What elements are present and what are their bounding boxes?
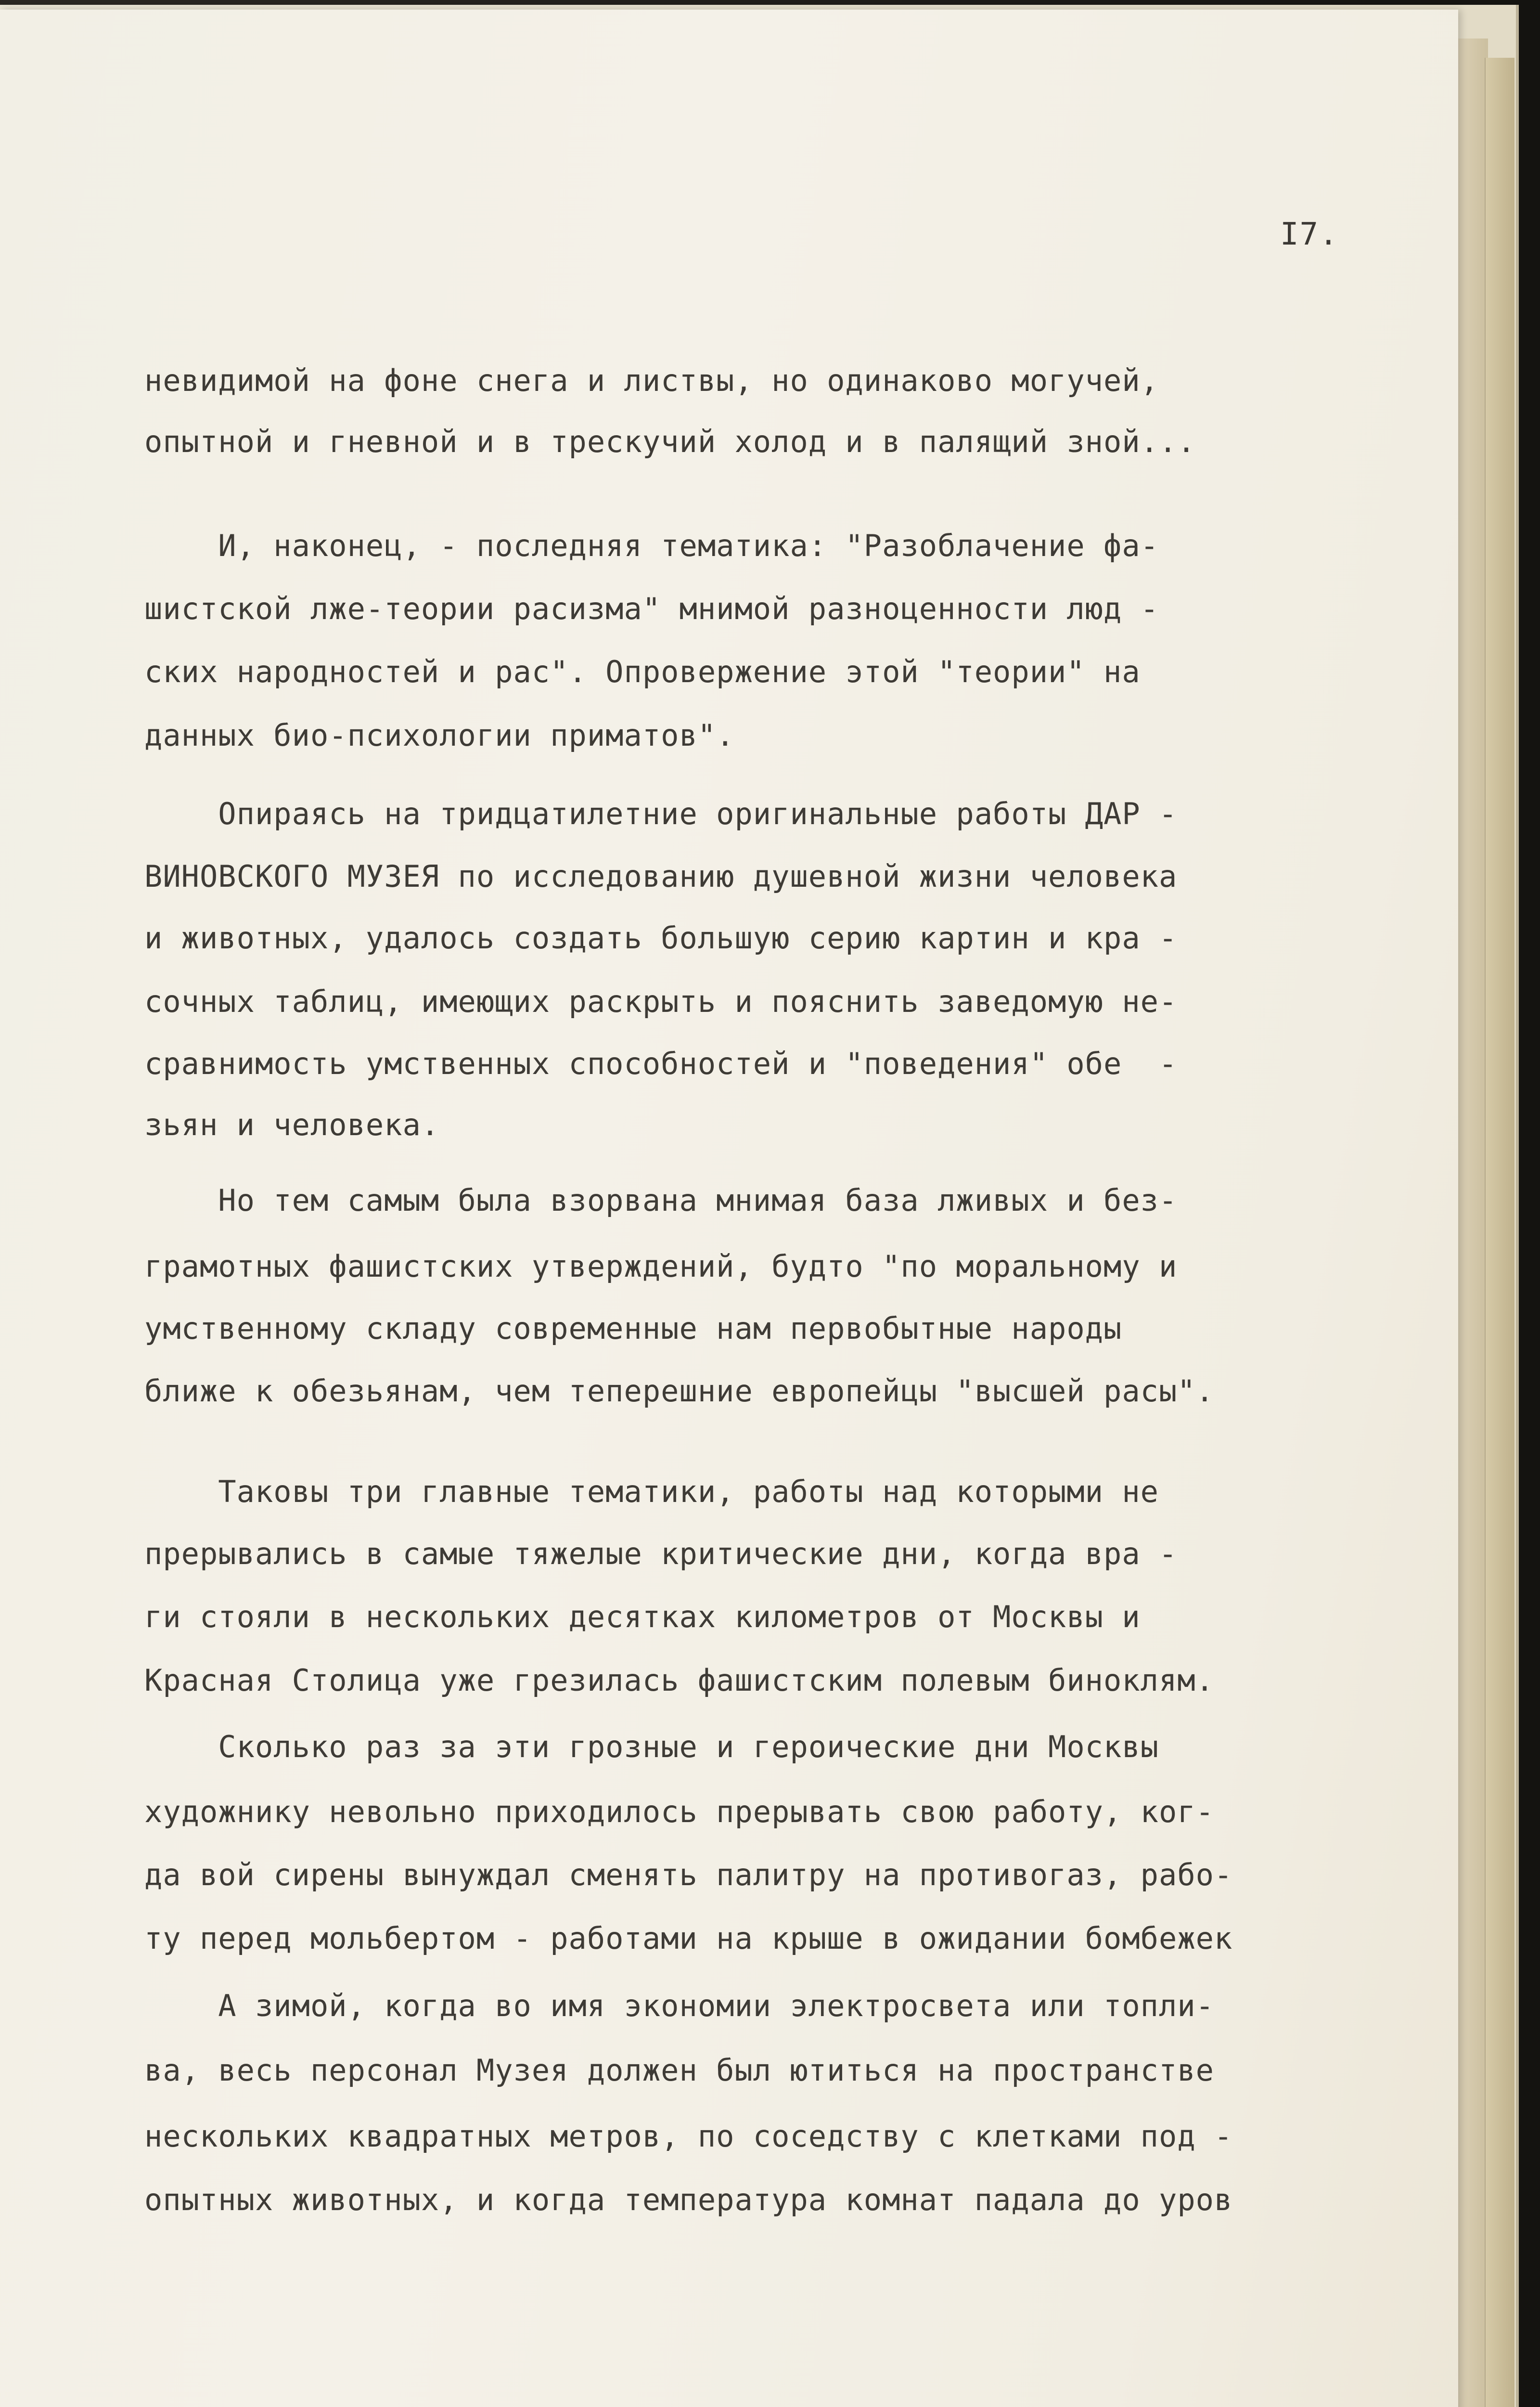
text-line: данных био-психологии приматов". <box>144 718 735 753</box>
text-line: ближе к обезьянам, чем теперешние европейцы "высшей расы". <box>144 1373 1214 1409</box>
text-line: ту перед мольбертом - работами на крыше в ожидании бомбежек <box>144 1921 1233 1956</box>
text-line: Таковы три главные тематики, работы над которыми не <box>144 1474 1159 1509</box>
text-line: грамотных фашистских утверждений, будто "по моральному и <box>144 1249 1178 1284</box>
text-line: шистской лже-теории расизма" мнимой разноценности люд - <box>144 591 1159 626</box>
text-line: сочных таблиц, имеющих раскрыть и пояснить заведомую не- <box>144 984 1178 1019</box>
page-edge-strip <box>1453 39 1488 2407</box>
text-line: зьян и человека. <box>144 1107 440 1142</box>
text-line: И, наконец, - последняя тематика: "Разоблачение фа- <box>144 528 1159 563</box>
text-line: Но тем самым была взорвана мнимая база лживых и без- <box>144 1183 1178 1218</box>
page-edge-strip <box>1485 58 1514 2407</box>
text-line: сравнимость умственных способностей и "поведения" обе - <box>144 1046 1178 1081</box>
text-line: ги стояли в нескольких десятках километров от Москвы и <box>144 1599 1141 1634</box>
text-line: нескольких квадратных метров, по соседству с клетками под - <box>144 2119 1233 2154</box>
document-page <box>0 10 1458 2407</box>
text-line: Сколько раз за эти грозные и героические дни Москвы <box>144 1729 1159 1764</box>
text-line: Красная Столица уже грезилась фашистским полевым биноклям. <box>144 1663 1214 1698</box>
text-line: ВИНОВСКОГО МУЗЕЯ по исследованию душевной жизни человека <box>144 859 1178 894</box>
text-line: прерывались в самые тяжелые критические дни, когда вра - <box>144 1536 1178 1571</box>
text-line: А зимой, когда во имя экономии электросвета или топли- <box>144 1988 1214 2023</box>
text-line: умственному складу современные нам первобытные народы <box>144 1311 1122 1346</box>
text-line: ва, весь персонал Музея должен был ютиться на пространстве <box>144 2053 1214 2088</box>
text-line: художнику невольно приходилось прерывать свою работу, ког- <box>144 1794 1214 1829</box>
text-line: Опираясь на тридцатилетние оригинальные работы ДАР - <box>144 796 1178 831</box>
text-line: ских народностей и рас". Опровержение этой "теории" на <box>144 654 1141 689</box>
text-line: да вой сирены вынуждал сменять палитру на противогаз, рабо- <box>144 1857 1233 1892</box>
text-line: невидимой на фоне снега и листвы, но одинаково могучей, <box>144 363 1159 398</box>
page-number: I7. <box>1280 217 1339 252</box>
text-line: опытной и гневной и в трескучий холод и в палящий зной... <box>144 424 1196 459</box>
text-line: и животных, удалось создать большую серию картин и кра - <box>144 920 1178 956</box>
text-line: опытных животных, и когда температура комнат падала до уров <box>144 2182 1233 2217</box>
